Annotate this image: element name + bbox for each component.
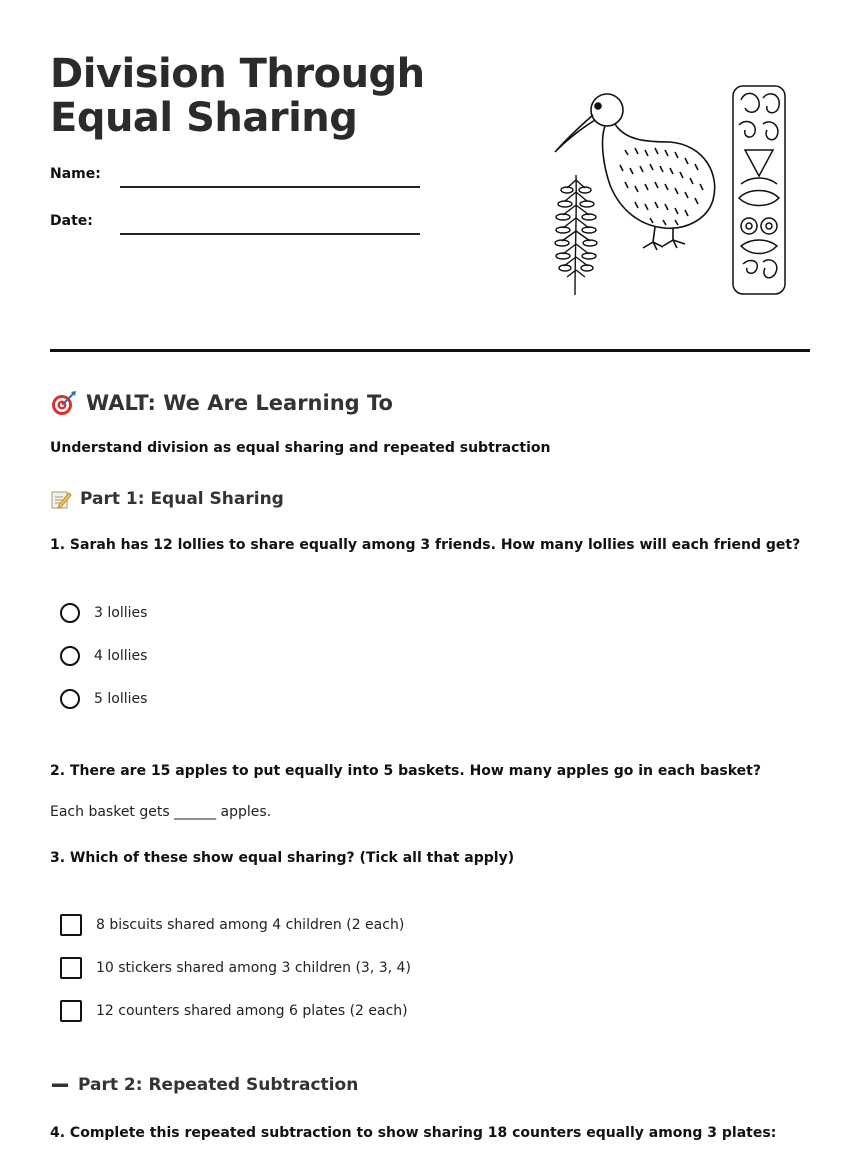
option-label: 10 stickers shared among 3 children (3, 3, 4) bbox=[96, 960, 411, 976]
q1-option-3[interactable] bbox=[60, 689, 147, 709]
question-2: 2. There are 15 apples to put equally into 5 baskets. How many apples go in each basket? bbox=[50, 763, 761, 779]
checkbox[interactable] bbox=[60, 1000, 82, 1022]
option-label: 8 biscuits shared among 4 children (2 each) bbox=[96, 917, 405, 933]
name-field[interactable] bbox=[120, 186, 420, 188]
part1-heading bbox=[50, 488, 284, 510]
question-1: 1. Sarah has 12 lollies to share equally among 3 friends. How many lollies will each friend get? bbox=[50, 537, 801, 553]
minus-icon bbox=[50, 1075, 70, 1095]
q1-option-2[interactable] bbox=[60, 646, 147, 666]
option-label: 3 lollies bbox=[94, 605, 148, 621]
part1-heading-text: Part 1: Equal Sharing bbox=[80, 489, 284, 509]
question-2-answer: Each basket gets ______ apples. bbox=[50, 804, 272, 820]
part2-heading-text: Part 2: Repeated Subtraction bbox=[78, 1075, 359, 1095]
kiwi-bird-icon bbox=[555, 94, 715, 250]
walt-heading-text: WALT: We Are Learning To bbox=[86, 391, 393, 415]
q1-option-1[interactable] bbox=[60, 603, 147, 623]
maori-carving-icon bbox=[733, 86, 785, 294]
q3-option-3[interactable] bbox=[60, 1000, 408, 1022]
memo-icon bbox=[50, 488, 72, 510]
header-illustration bbox=[545, 80, 795, 300]
date-label: Date: bbox=[50, 213, 93, 229]
option-label: 4 lollies bbox=[94, 648, 148, 664]
name-label: Name: bbox=[50, 166, 101, 182]
radio-button[interactable] bbox=[60, 603, 80, 623]
question-3: 3. Which of these show equal sharing? (Tick all that apply) bbox=[50, 850, 515, 866]
part2-heading bbox=[50, 1075, 358, 1095]
checkbox[interactable] bbox=[60, 957, 82, 979]
fern-icon bbox=[555, 175, 597, 295]
radio-button[interactable] bbox=[60, 646, 80, 666]
page-title: Division Through Equal Sharing bbox=[50, 51, 425, 141]
q3-option-2[interactable] bbox=[60, 957, 411, 979]
checkbox[interactable] bbox=[60, 914, 82, 936]
target-icon bbox=[50, 390, 78, 416]
option-label: 12 counters shared among 6 plates (2 each) bbox=[96, 1003, 408, 1019]
q3-option-1[interactable] bbox=[60, 914, 404, 936]
radio-button[interactable] bbox=[60, 689, 80, 709]
date-field[interactable] bbox=[120, 233, 420, 235]
option-label: 5 lollies bbox=[94, 691, 148, 707]
question-4: 4. Complete this repeated subtraction to show sharing 18 counters equally among 3 plates: bbox=[50, 1125, 777, 1141]
walt-heading bbox=[50, 390, 393, 416]
header-divider bbox=[50, 349, 810, 352]
walt-text: Understand division as equal sharing and repeated subtraction bbox=[50, 440, 551, 456]
